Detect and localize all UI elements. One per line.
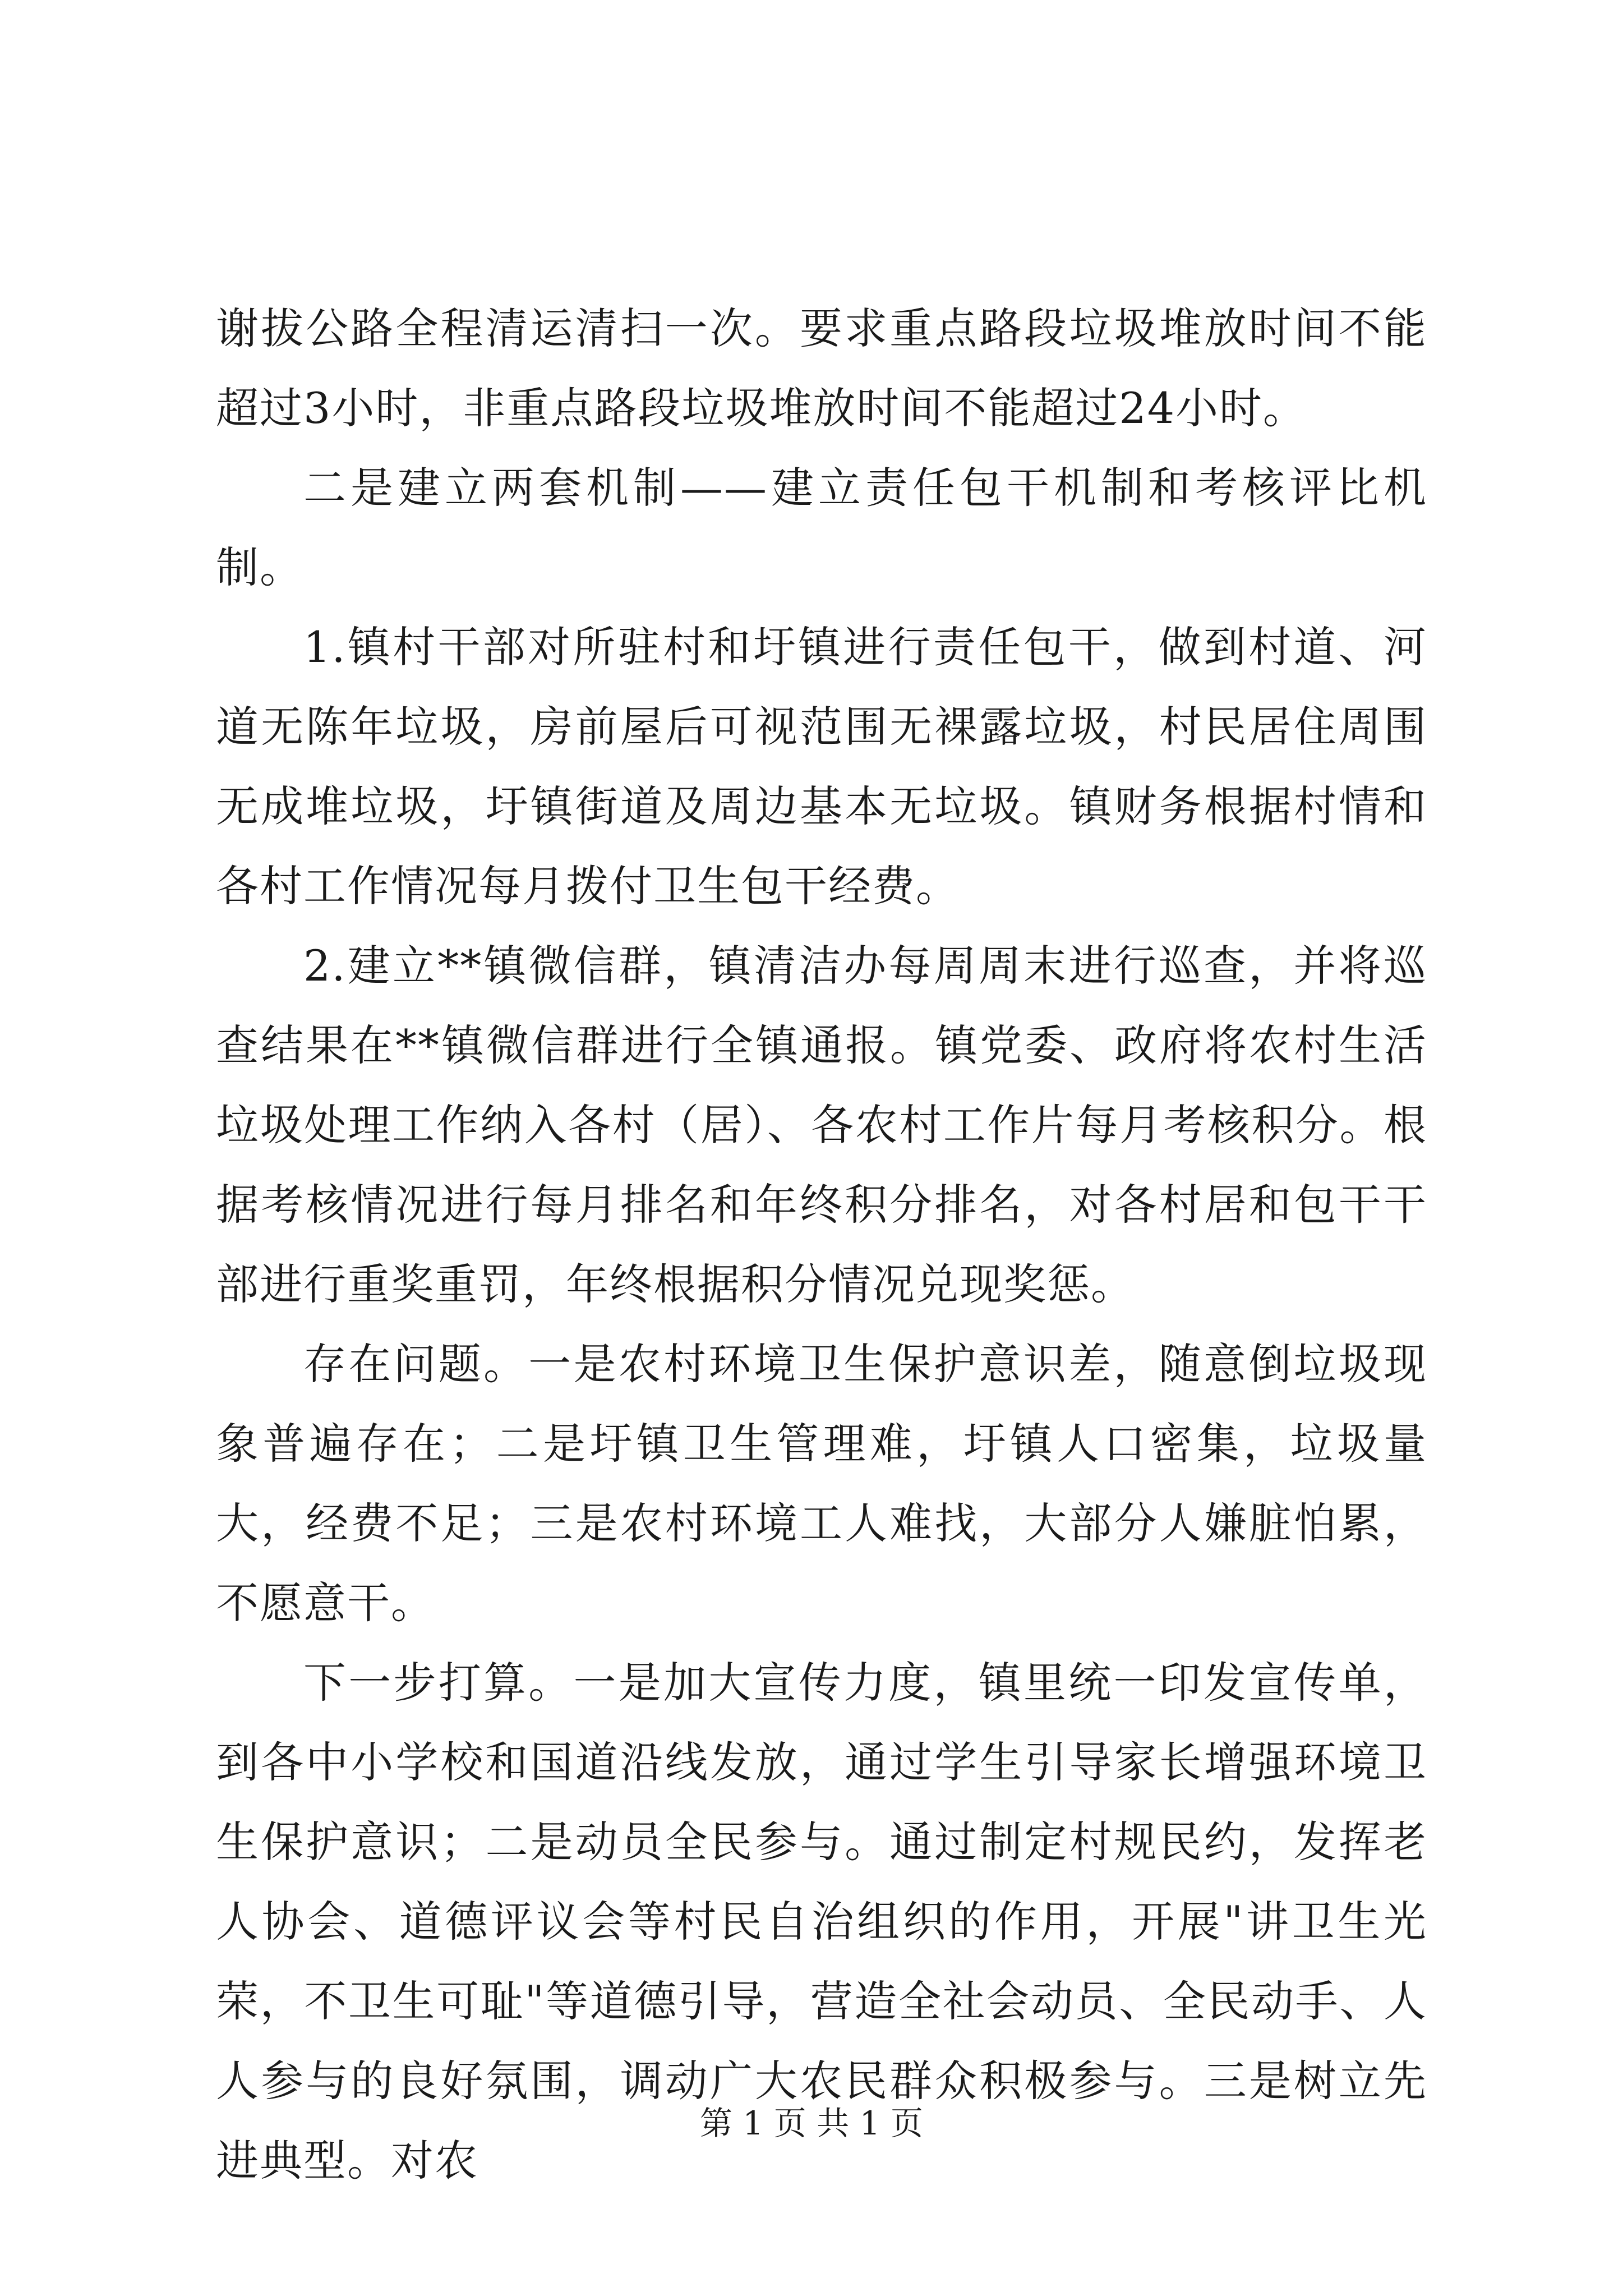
page-number-footer: 第 1 页 共 1 页 [700,2104,923,2142]
paragraph-continuation: 谢拔公路全程清运清扫一次。要求重点路段垃圾堆放时间不能超过3小时，非重点路段垃圾堆放时间不能超过24小时。 [216,303,1427,433]
paragraph-next-steps: 下一步打算。一是加大宣传力度，镇里统一印发宣传单，到各中小学校和国道沿线发放，通过学生引导家长增强环境卫生保护意识；二是动员全民参与。通过制定村规民约，发挥老人协会、道德评议会等村民自治组织的作用，开展"讲卫生光荣，不卫生可耻"等道德引导，营造全社会动员、全民动手、人人参与的良好氛围，调动广大农民群众积极参与。三是树立先进典型。对农 [216,1658,1427,2185]
paragraph-two-mechanisms: 二是建立两套机制——建立责任包干机制和考核评比机制。 [216,463,1427,592]
paragraph-problems: 存在问题。一是农村环境卫生保护意识差，随意倒垃圾现象普遍存在；二是圩镇卫生管理难，圩镇人口密集，垃圾量大，经费不足；三是农村环境工人难找，大部分人嫌脏怕累，不愿意干。 [216,1339,1427,1628]
document-body [216,289,1427,2201]
paragraph-item-1: 1.镇村干部对所驻村和圩镇进行责任包干，做到村道、河道无陈年垃圾，房前屋后可视范围无裸露垃圾，村民居住周围无成堆垃圾，圩镇街道及周边基本无垃圾。镇财务根据村情和各村工作情况每月拨付卫生包干经费。 [216,622,1427,911]
paragraph-item-2: 2.建立**镇微信群，镇清洁办每周周末进行巡查，并将巡查结果在**镇微信群进行全镇通报。镇党委、政府将农村生活垃圾处理工作纳入各村（居）、各农村工作片每月考核积分。根据考核情况进行每月排名和年终积分排名，对各村居和包干干部进行重奖重罚，年终根据积分情况兑现奖惩。 [216,941,1427,1309]
